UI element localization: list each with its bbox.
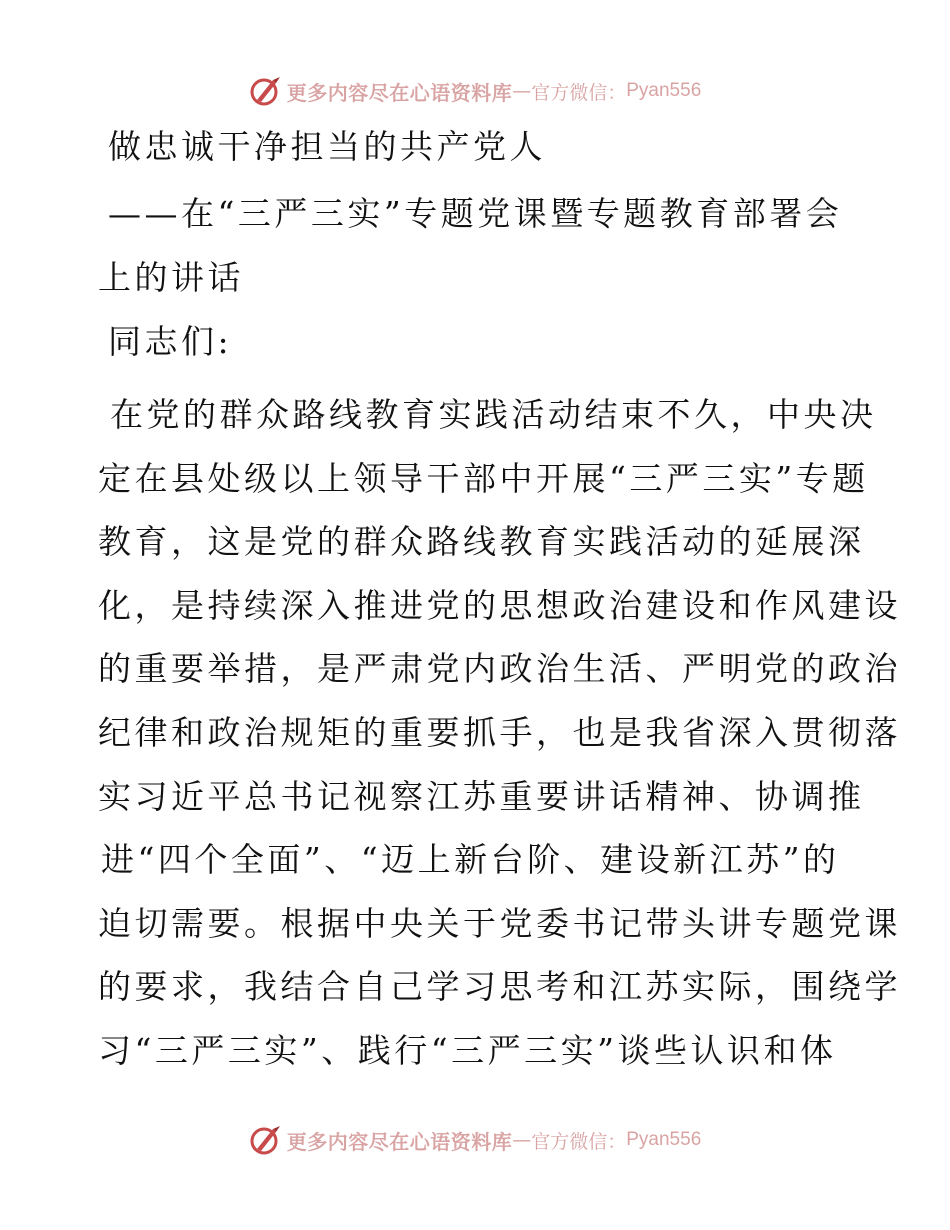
quill-pen-logo-icon (249, 74, 283, 108)
watermark-id-text: Pyan556 (626, 80, 702, 101)
watermark-main-text: 更多内容尽在心语资料库 (286, 1129, 513, 1154)
watermark-sub-text: 官方微信： (531, 1130, 627, 1153)
paragraph-line: 习“三严三实”、践行“三严三实”谈些认识和体 (98, 1030, 837, 1070)
document-subtitle-line-2: 上的讲话 (98, 258, 244, 297)
paragraph-line: 教育，这是党的群众路线教育实践活动的延展深 (98, 522, 865, 562)
document-title: 做忠诚干净担当的共产党人 (108, 127, 546, 166)
watermark-header (0, 71, 950, 111)
watermark-sub-text: 官方微信： (531, 81, 627, 104)
paragraph-line: 的要求，我结合自己学习思考和江苏实际，围绕学 (98, 967, 901, 1007)
paragraph-line: 迫切需要。根据中央关于党委书记带头讲专题党课 (98, 903, 901, 943)
document-body (98, 124, 901, 1083)
watermark-main-text: 更多内容尽在心语资料库 (286, 80, 513, 105)
paragraph-line: 进“四个全面”、“迈上新台阶、建设新江苏”的 (101, 840, 840, 880)
watermark-dash: — (512, 1129, 532, 1151)
paragraph-line: 实习近平总书记视察江苏重要讲话精神、协调推 (98, 776, 865, 816)
paragraph-line: 化，是持续深入推进党的思想政治建设和作风建设 (98, 585, 901, 625)
paragraph-line: 纪律和政治规矩的重要抓手，也是我省深入贯彻落 (98, 712, 901, 752)
paragraph-line: 定在县处级以上领导干部中开展“三严三实”专题 (98, 458, 869, 498)
watermark-footer (0, 1120, 950, 1160)
paragraph (98, 383, 901, 1083)
quill-pen-logo-icon (249, 1123, 283, 1157)
paragraph-line: 的重要举措，是严肃党内政治生活、严明党的政治 (98, 649, 901, 689)
watermark-id-text: Pyan556 (626, 1129, 702, 1150)
watermark-dash: — (512, 80, 532, 102)
greeting: 同志们: (108, 322, 233, 361)
paragraph-line: 在党的群众路线教育实践活动结束不久，中央决 (110, 395, 877, 434)
document-subtitle-line-1: ——在“三严三实”专题党课暨专题教育部署会 (108, 194, 843, 233)
